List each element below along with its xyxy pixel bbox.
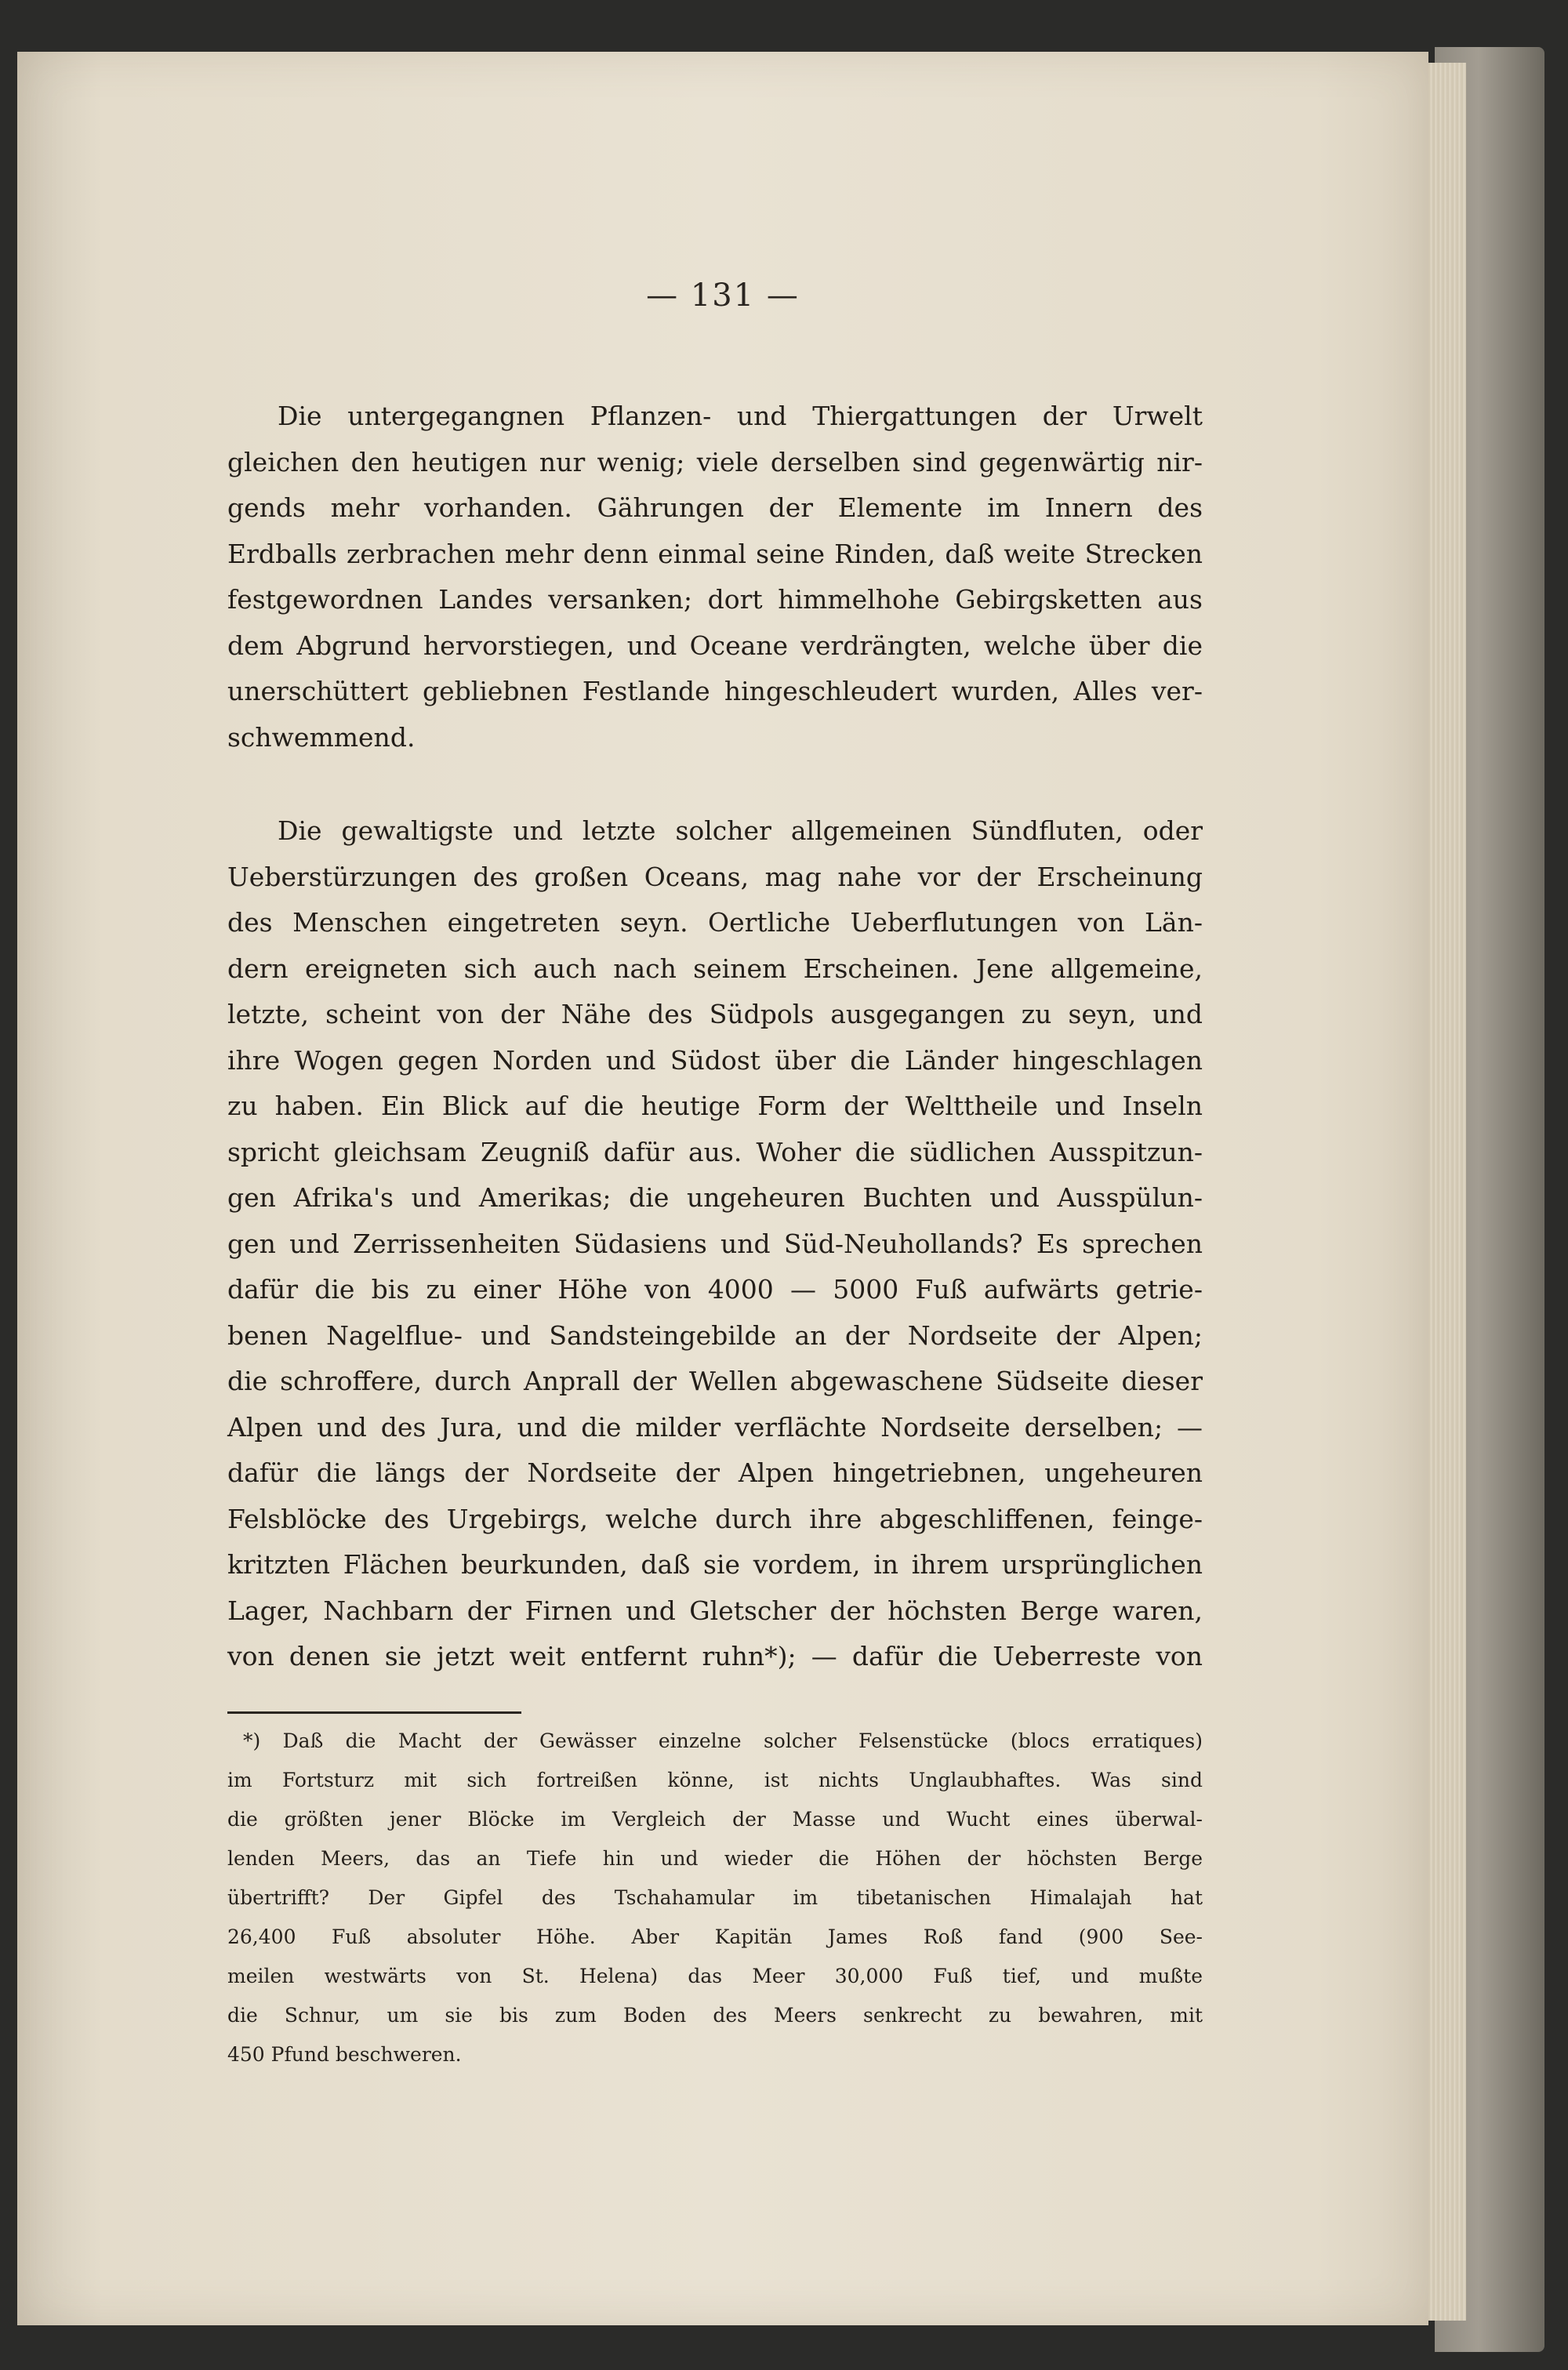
text-line: dafür die bis zu einer Höhe von 4000 — 5000 Fuß aufwärts getrie- (227, 1274, 1203, 1305)
text-line: dem Abgrund hervorstiegen, und Oceane verdrängten, welche über die (227, 630, 1203, 661)
footnote-line: im Fortsturz mit sich fortreißen könne, ist nichts Unglaubhaftes. Was sind (227, 1769, 1203, 1791)
text-line: gen Afrika's und Amerikas; die ungeheuren Buchten und Ausspülun- (227, 1182, 1203, 1213)
footnote (227, 1722, 1203, 2074)
text-line: gleichen den heutigen nur wenig; viele derselben sind gegenwärtig nir- (227, 446, 1203, 477)
text-line: Die untergegangnen Pflanzen- und Thiergattungen der Urwelt (278, 401, 1203, 431)
text-line: Ueberstürzungen des großen Oceans, mag nahe vor der Erscheinung (227, 861, 1203, 892)
text-line: ihre Wogen gegen Norden und Südost über die Länder hingeschlagen (227, 1044, 1203, 1076)
text-line: die schroffere, durch Anprall der Wellen abgewaschene Südseite dieser (227, 1366, 1203, 1396)
text-line: gends mehr vorhanden. Gährungen der Elemente im Innern des (227, 492, 1203, 523)
text-line: unerschüttert gebliebnen Festlande hingeschleudert wurden, Alles ver- (227, 676, 1203, 706)
text-line: spricht gleichsam Zeugniß dafür aus. Woher die südlichen Ausspitzun- (227, 1136, 1203, 1167)
text-line: zu haben. Ein Blick auf die heutige Form der Welttheile und Inseln (227, 1091, 1203, 1121)
text-line: schwemmend. (227, 721, 416, 753)
text-line: Erdballs zerbrachen mehr denn einmal seine Rinden, daß weite Strecken (227, 538, 1203, 569)
text-line: Alpen und des Jura, und die milder verflächte Nordseite derselben; — (227, 1411, 1203, 1443)
text-line: dern ereigneten sich auch nach seinem Erscheinen. Jene allgemeine, (227, 953, 1203, 984)
text-line: des Menschen eingetreten seyn. Oertliche Ueberflutungen von Län- (227, 907, 1203, 938)
paragraph-2 (227, 808, 1203, 1680)
footnote-line: die Schnur, um sie bis zum Boden des Meers senkrecht zu bewahren, mit (227, 2004, 1203, 2027)
footnote-line: übertrifft? Der Gipfel des Tschahamular im tibetanischen Himalajah hat (227, 1886, 1203, 1909)
text-line: gen und Zerrissenheiten Südasiens und Süd-Neuhollands? Es sprechen (227, 1228, 1203, 1259)
footnote-line: *) Daß die Macht der Gewässer einzelne solcher Felsenstücke (blocs erratiques) (243, 1729, 1203, 1752)
text-line: benen Nagelflue- und Sandsteingebilde an der Nordseite der Alpen; (227, 1319, 1203, 1351)
text-line: festgewordnen Landes versanken; dort himmelhohe Gebirgsketten aus (227, 584, 1203, 615)
footnote-line: meilen westwärts von St. Helena) das Meer 30,000 Fuß tief, und mußte (227, 1965, 1203, 1987)
footnote-divider (227, 1711, 521, 1714)
footnote-line: lenden Meers, das an Tiefe hin und wieder die Höhen der höchsten Berge (227, 1847, 1203, 1870)
footnote-line: die größten jener Blöcke im Vergleich der Masse und Wucht eines überwal- (227, 1808, 1203, 1831)
footnote-line: 26,400 Fuß absoluter Höhe. Aber Kapitän James Roß fand (900 See- (227, 1925, 1203, 1948)
text-line: letzte, scheint von der Nähe des Südpols ausgegangen zu seyn, und (227, 999, 1203, 1029)
text-line: kritzten Flächen beurkunden, daß sie vordem, in ihrem ursprünglichen (227, 1549, 1203, 1580)
text-line: Felsblöcke des Urgebirgs, welche durch ihre abgeschliffenen, feinge- (227, 1503, 1203, 1534)
paragraph-1 (227, 394, 1203, 760)
text-line: Lager, Nachbarn der Firnen und Gletscher der höchsten Berge waren, (227, 1595, 1203, 1626)
book-page (17, 52, 1428, 2325)
footnote-line: 450 Pfund beschweren. (227, 2043, 462, 2066)
text-line: Die gewaltigste und letzte solcher allgemeinen Sündfluten, oder (278, 815, 1203, 846)
text-line: von denen sie jetzt weit entfernt ruhn*); — dafür die Ueberreste von (227, 1641, 1203, 1671)
text-line: dafür die längs der Nordseite der Alpen hingetriebnen, ungeheuren (227, 1457, 1203, 1488)
page-number: — 131 — (646, 278, 800, 314)
